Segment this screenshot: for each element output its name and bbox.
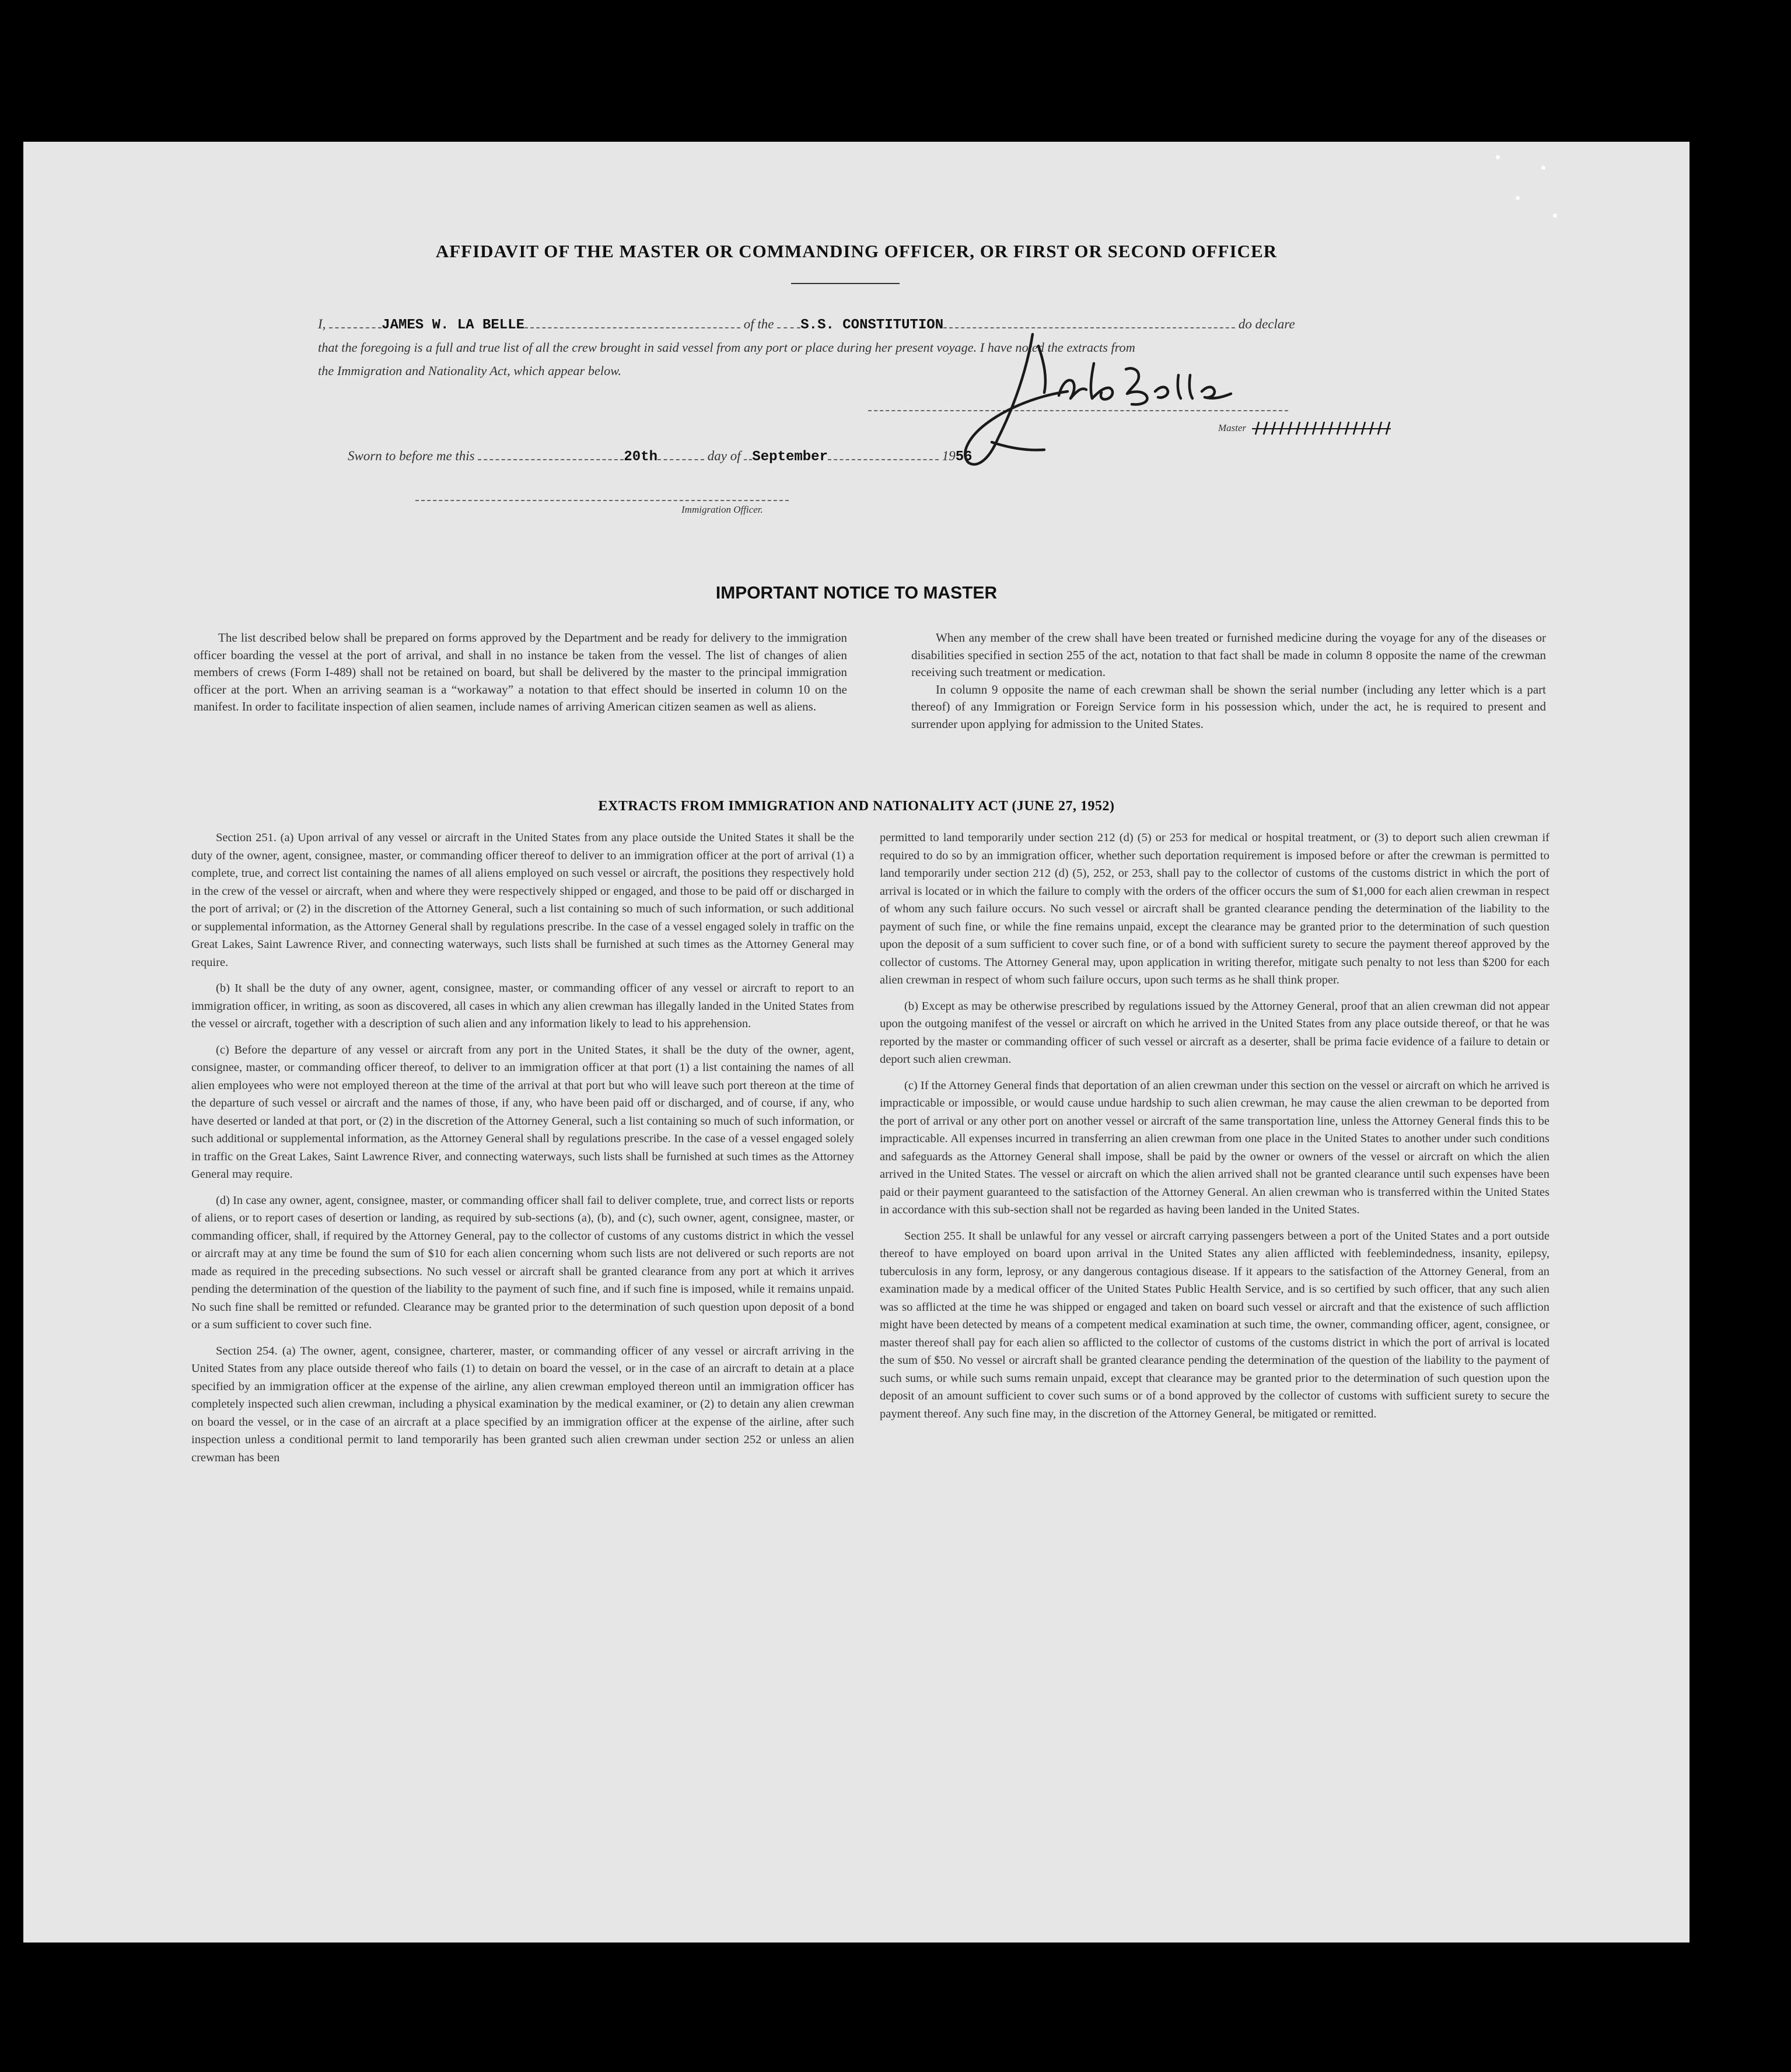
extract-paragraph: permitted to land temporarily under section 212 (d) (5) or 253 for medical or hospital treatment, or (3) to deport such alien crewman if required to do so by an immigration officer, whether such deportation requirement is imposed before or after the crewman is permitted to land temporarily under section 212 (d) (5), 252, or 253, shall pay to the collector of customs of the customs district in which the port of arrival is located or in which the failure to comply with the orders of the officer occurs the sum of $1,000 for each alien crewman in respect of whom any such failure occurs. No such vessel or aircraft shall be granted clearance pending the determination of the liability to the payment of such fine, or while the fine remains unpaid, except the clearance may be granted prior to the determination of such question upon the deposit of a sum sufficient to cover such fine, or of a bond with sufficient surety to secure the payment thereof approved by the collector of customs. The Attorney General may, upon application in writing therefor, mitigate such penalty to not less than $200 for each alien crewman in respect of whom such failure occurs, upon such terms as he shall think proper. [880,831,1549,986]
notice-left-paragraph: The list described below shall be prepared on forms approved by the Department and be ready for delivery to the immigration officer boarding the vessel at the port of arrival, and shall in no instance be taken from the vessel. The list of changes of alien members of crews (Form I-489) shall not be retained on board, but shall be delivered by the master to the principal immigration officer at the port. When an arriving seaman is a “workaway” a notation to that effect should be inserted in column 10 on the manifest. In order to facilitate inspection of alien seamen, include names of arriving American citizen seamen as well as aliens. [194,631,847,713]
extract-paragraph: (c) If the Attorney General finds that deportation of an alien crewman under this section on the vessel or aircraft on which he arrived is impracticable or impossible, or would cause undue hardship to such alien crewman, he may cause the alien crewman to be deported from the port of arrival or any other port on another vessel or aircraft of the same transportation line, unless the Attorney General finds this to be impracticable. All expenses incurred in transferring an alien crewman from one place in the United States to another under such conditions and safeguards as the Attorney General shall impose, shall be paid by the owner or owners of the vessel or aircraft on which the alien arrived in the United States. The vessel or aircraft on which the alien arrived shall not be granted clearance until such expenses have been paid or their payment guaranteed to the satisfaction of the Attorney General. An alien crewman who is transferred within the United States in accordance with this sub-section shall not be regarded as having been landed in the United States. [880,1079,1549,1216]
of-the-label: of the [743,317,774,331]
day-of-label: day of [707,449,741,463]
declaration-line-2: the Immigration and Nationality Act, which appear below. [318,363,622,378]
title-divider [791,283,900,284]
month-dash-trail [828,446,939,460]
page-inner [23,142,1689,1943]
vessel-dash-lead [777,314,800,328]
extract-paragraph: (c) Before the departure of any vessel or aircraft from any port in the United States, it shall be the duty of the owner, agent, consignee, master, or commanding officer thereof, to deliver to an immigration officer at that port (1) a list containing the names of all alien employees who were not employed thereon at the time of the arrival at that port but who will leave such port thereon at the time of the departure of such vessel or aircraft and the names of those, if any, who have been paid off or discharged, and of course, if any, who have deserted or landed at that port, or (2) in the discretion of the Attorney General, such a list containing so much of such information, or such additional or supplemental information, as the Attorney General shall by regulations prescribe. In the case of a vessel engaged solely in traffic on the Great Lakes, Saint Lawrence River, and connecting waterways, such lists shall be furnished at such times as the Attorney General may require. [191,1043,854,1181]
sworn-line [348,446,973,465]
extracts-left-column [191,829,854,1475]
notice-title: IMPORTANT NOTICE TO MASTER [715,583,998,603]
do-declare-label: do declare [1238,317,1295,331]
month-field: September [752,449,828,465]
i-label: I, [318,317,326,331]
day-dash-trail [657,446,704,460]
notice-left-column [194,629,847,716]
day-dash-lead [478,446,624,460]
extract-paragraph: Section 251. (a) Upon arrival of any vessel or aircraft in the United States from any place outside the United States it shall be the duty of the owner, agent, consignee, master, or commanding officer thereof to deliver to an immigration officer at the port of arrival (1) a complete, true, and correct list containing the names of all aliens employed on such vessel or aircraft, the positions they respectively hold in the crew of the vessel or aircraft, when and where they were respectively shipped or engaged, and those to be paid off or discharged in the port of arrival; or (2) in the discretion of the Attorney General, such a list containing so much of such information, or such additional or supplemental information, as the Attorney General shall by regulations prescribe. In the case of a vessel engaged solely in traffic on the Great Lakes, Saint Lawrence River, and connecting waterways, such lists shall be furnished at such times as the Attorney General may require. [191,831,854,969]
extract-paragraph: (b) Except as may be otherwise prescribed by regulations issued by the Attorney General, proof that an alien crewman did not appear upon the outgoing manifest of the vessel or aircraft on which he arrived in the United States from any place outside thereof, or that he was reported by the master or commanding officer of such vessel or aircraft as a deserter, shall be prima facie evidence of a failure to detain or deport such alien crewman. [880,999,1549,1066]
extract-paragraph: Section 255. It shall be unlawful for any vessel or aircraft carrying passengers between a port of the United States and a port outside thereof to have employed on board upon arrival in the United States any alien afflicted with feeblemindedness, insanity, epilepsy, tuberculosis in any form, leprosy, or any dangerous contagious disease. If it appears to the satisfaction of the Attorney General, from an examination made by a medical officer of the United States Public Health Service, and is so certified by such officer, that any such alien was so afflicted at the time he was shipped or engaged and taken on board such vessel or aircraft and that the existence of such affliction might have been detected by means of a competent medical examination at such time, the owner, commanding officer, agent, consignee, or master thereof shall pay for each alien so afflicted to the collector of customs of the customs district in which the port of arrival is located the sum of $50. No vessel or aircraft shall be granted clearance pending the determination of the question of the liability to the payment of such sums, or while such sums remain unpaid, except that clearance may be granted prior to the determination of such question upon the deposit of an amount sufficient to cover such sums or of a bond approved by the collector of customs with sufficient surety to secure the payment thereof. Any such fine may, in the discretion of the Attorney General, be mitigated or remitted. [880,1229,1549,1420]
sworn-label: Sworn to before me this [348,449,475,463]
officer-label-row [681,501,763,516]
extract-paragraph: (b) It shall be the duty of any owner, agent, consignee, master, or commanding officer of any vessel or aircraft to report to an immigration officer, in writing, as soon as discovered, all cases in which any alien crewman has illegally landed in the United States from the vessel or aircraft, together with a description of such alien and any information likely to lead to his apprehension. [191,982,854,1030]
year-prefix: 19 [942,449,956,463]
vessel-name-field: S.S. CONSTITUTION [800,317,944,333]
master-label: Master [1218,422,1247,433]
day-field: 20th [624,449,657,465]
officer-signature-dash [415,487,789,501]
notice-right-paragraph: In column 9 opposite the name of each crewman shall be shown the serial number (including any letter which is a part thereof) of any Immigration or Foreign Service form in his possession which, under the act, he is required to present and surrender upon applying for admission to the United States. [911,682,1546,731]
declaration-line-1: that the foregoing is a full and true list of all the crew brought in said vessel from any port or place during her present voyage. I have noted the extracts from [318,340,1135,355]
notice-right-paragraph: When any member of the crew shall have been treated or furnished medicine during the voyage for any of the diseases or disabilities specified in section 255 of the act, notation to that fact shall be made in column 8 opposite the name of the crewman receiving such treatment or medication. [911,631,1546,679]
notice-right-column [911,629,1546,733]
extract-paragraph: Section 254. (a) The owner, agent, consignee, charterer, master, or commanding officer of any vessel or aircraft arriving in the United States from any place outside thereof who fails (1) to detain on board the vessel, or in the case of an aircraft to detain at a place specified by an immigration officer at the expense of the airline, any alien crewman employed thereon until an immigration officer has completely inspected such alien crewman, including a physical examination by the medical examiner, or (2) to detain any alien crewman on board the vessel, or in the case of an aircraft at a place specified by an immigration officer at the expense of the airline, after such inspection unless a conditional permit to land temporarily has been granted such alien crewman under section 252 or unless an alien crewman has been [191,1344,854,1464]
name-dash-trail [524,314,740,328]
document-page [23,142,1689,1943]
film-speck [1553,214,1557,218]
film-speck [1541,166,1545,170]
master-signature-icon [957,323,1283,474]
month-dash-lead [744,446,752,460]
master-name-field: JAMES W. LA BELLE [382,317,525,333]
extracts-right-column [880,829,1549,1431]
year-field: 56 [955,449,973,465]
extract-paragraph: (d) In case any owner, agent, consignee, master, or commanding officer shall fail to deliver complete, true, and correct lists or reports of aliens, or to report cases of desertion or landing, as required by sub-sections (a), (b), and (c), such owner, agent, consignee, master, or commanding officer, shall, if required by the Attorney General, pay to the collector of customs of any customs district in which the vessel or aircraft may at any time be found the sum of $10 for each alien concerning whom such lists are not delivered or such reports are not made as required in the preceding subsections. No such vessel or aircraft shall be granted clearance from any port at which it arrives pending the determination of the question of the liability to the payment of such fine, and if such fine is imposed, while it remains unpaid. No such fine shall be remitted or refunded. Clearance may be granted prior to the determination of such question upon deposit of a bond or a sum sufficient to cover such fine. [191,1194,854,1331]
affidavit-title: AFFIDAVIT OF THE MASTER OR COMMANDING OFFICER, OR FIRST OR SECOND OFFICER [435,241,1278,261]
extracts-title: EXTRACTS FROM IMMIGRATION AND NATIONALITY ACT (JUNE 27, 1952) [598,799,1115,814]
immigration-officer-label: Immigration Officer. [681,504,763,515]
film-speck [1496,155,1500,159]
name-dash-lead [329,314,382,328]
film-speck [1516,196,1520,200]
